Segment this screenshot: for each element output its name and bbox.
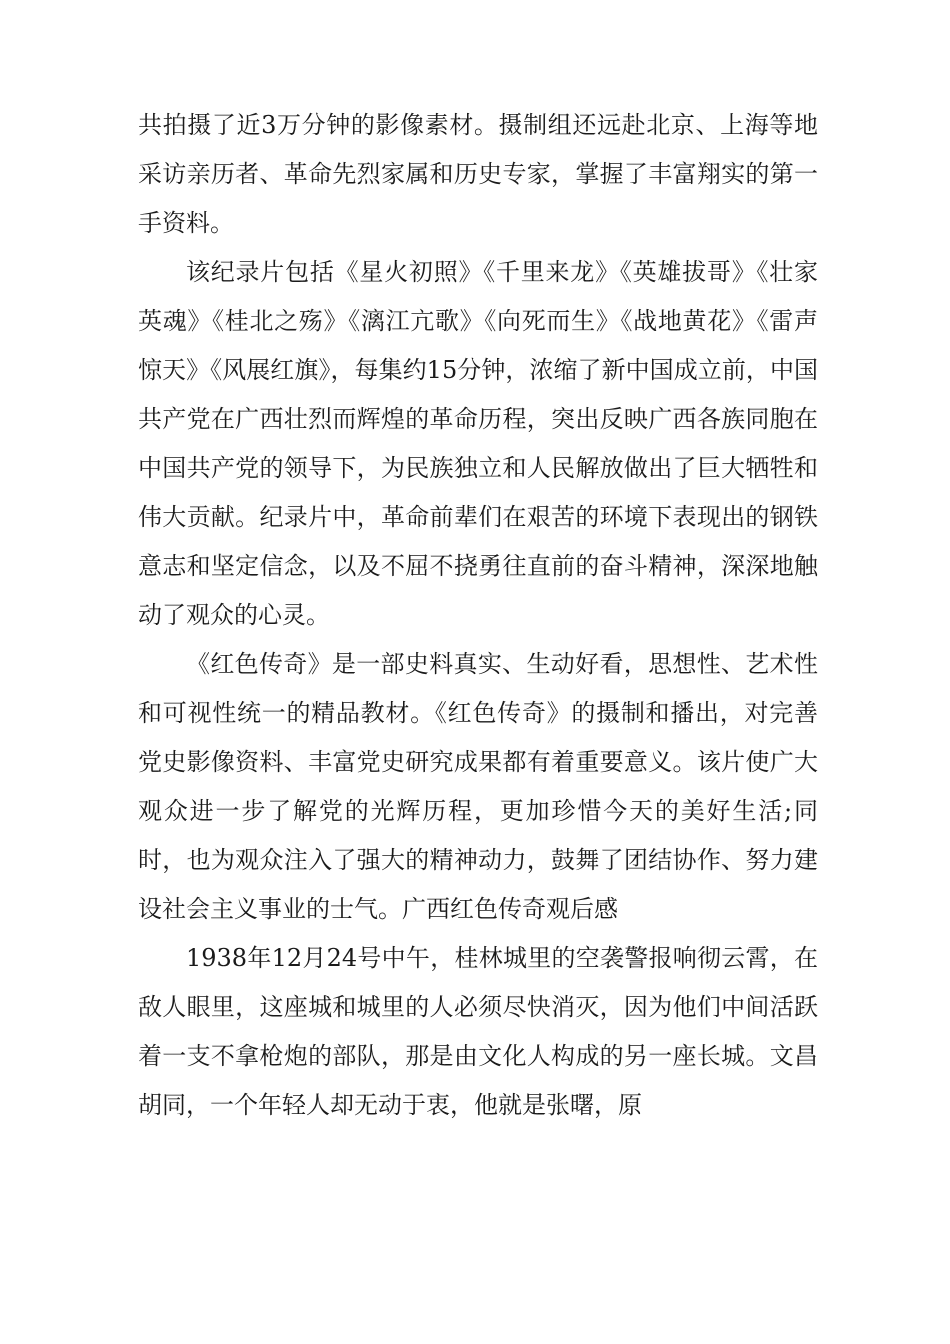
paragraph-3: 《红色传奇》是一部史料真实、生动好看，思想性、艺术性和可视性统一的精品教材。《红色传奇》的摄制和播出，对完善党史影像资料、丰富党史研究成果都有着重要意义。该片使广大观众进一步了解党的光辉历程，更加珍惜今天的美好生活;同时，也为观众注入了强大的精神动力，鼓舞了团结协作、努力建设社会主义事业的士气。广西红色传奇观后感 [138,650,818,923]
paragraph-2: 该纪录片包括《星火初照》《千里来龙》《英雄拔哥》《壮家英魂》《桂北之殇》《漓江亢歌》《向死而生》《战地黄花》《雷声惊天》《风展红旗》，每集约15分钟，浓缩了新中国成立前，中国共产党在广西壮烈而辉煌的革命历程，突出反映广西各族同胞在中国共产党的领导下，为民族独立和人民解放做出了巨大牺牲和伟大贡献。纪录片中，革命前辈们在艰苦的环境下表现出的钢铁意志和坚定信念，以及不屈不挠勇往直前的奋斗精神，深深地触动了观众的心灵。 [138,258,818,629]
document-page [138,101,818,1130]
paragraph-4: 1938年12月24号中午，桂林城里的空袭警报响彻云霄，在敌人眼里，这座城和城里的人必须尽快消灭，因为他们中间活跃着一支不拿枪炮的部队，那是由文化人构成的另一座长城。文昌胡同，一个年轻人却无动于衷，他就是张曙，原 [138,944,818,1119]
paragraph-1: 共拍摄了近3万分钟的影像素材。摄制组还远赴北京、上海等地采访亲历者、革命先烈家属和历史专家，掌握了丰富翔实的第一手资料。 [138,111,818,237]
